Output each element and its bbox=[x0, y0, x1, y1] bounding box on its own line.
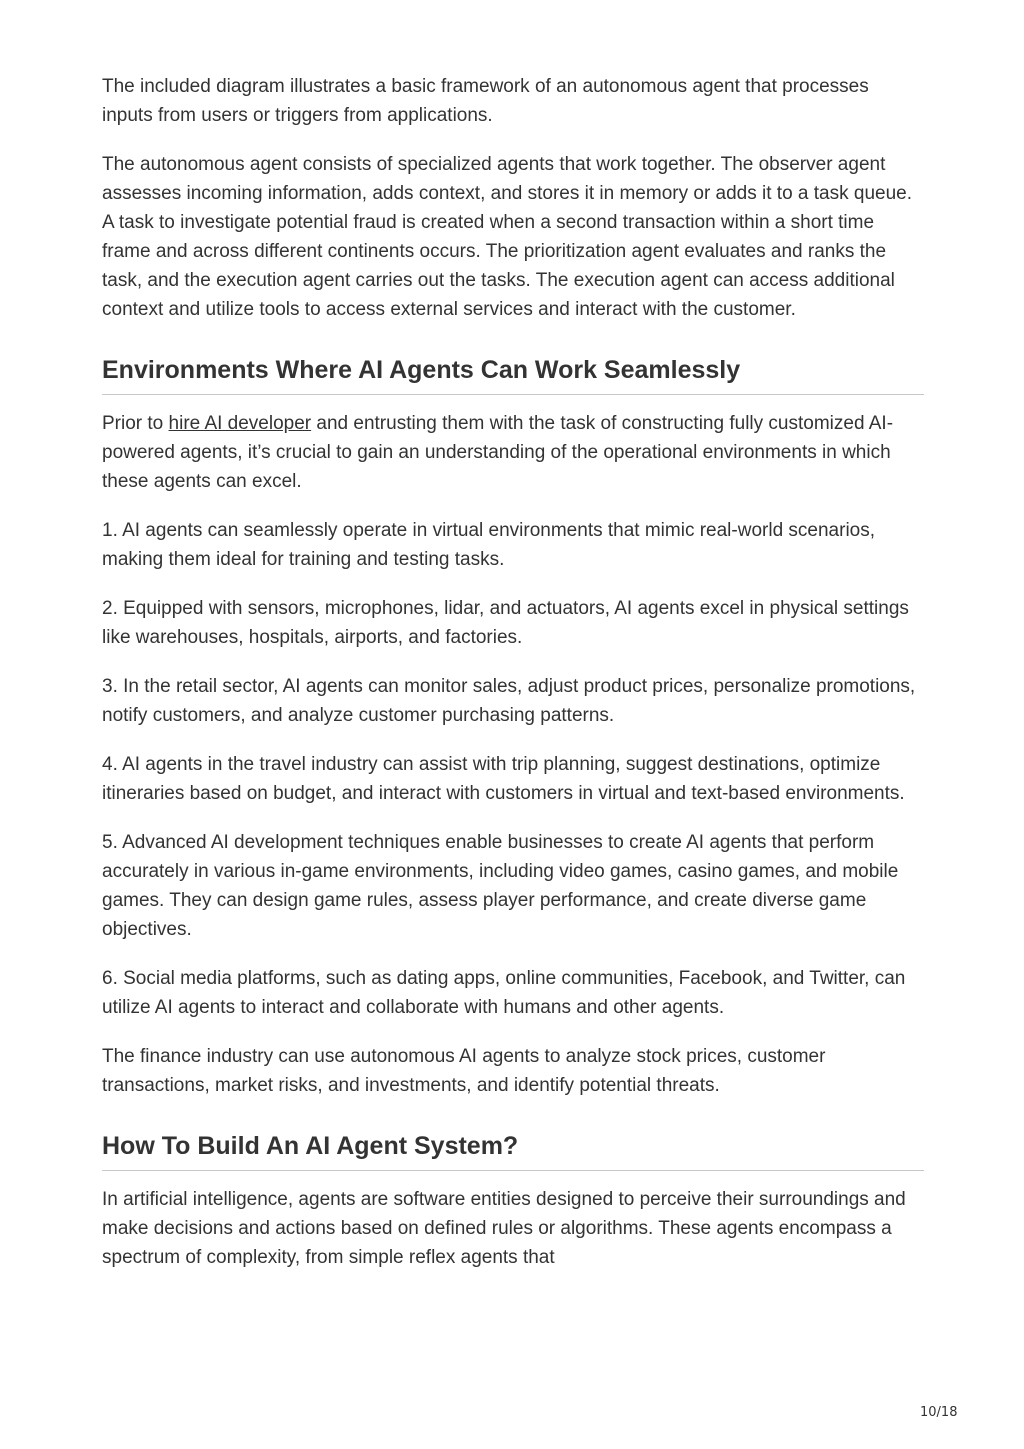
article-body bbox=[102, 72, 924, 1292]
section-heading-environments: Environments Where AI Agents Can Work Seamlessly bbox=[102, 354, 924, 395]
closing-paragraph-finance: The finance industry can use autonomous AI agents to analyze stock prices, customer transactions, market risks, and investments, and identify potential threats. bbox=[102, 1046, 826, 1096]
intro-text-before-link: Prior to bbox=[102, 413, 169, 434]
section1-intro-paragraph bbox=[102, 409, 924, 496]
list-item-travel: 4. AI agents in the travel industry can assist with trip planning, suggest destinations, optimize itineraries based on budget, and interact with customers in virtual and text-based environments. bbox=[102, 754, 905, 804]
list-item-social-media: 6. Social media platforms, such as dating apps, online communities, Facebook, and Twitter, can utilize AI agents to interact and collaborate with humans and other agents. bbox=[102, 968, 906, 1018]
section-heading-build-agent: How To Build An AI Agent System? bbox=[102, 1130, 924, 1171]
list-item-virtual: 1. AI agents can seamlessly operate in virtual environments that mimic real-world scenarios, making them ideal for training and testing tasks. bbox=[102, 520, 876, 570]
section2-paragraph: In artificial intelligence, agents are software entities designed to perceive their surroundings and make decisions and actions based on defined rules or algorithms. These agents encompass a spectrum of complexity, from simple reflex agents that bbox=[102, 1189, 906, 1268]
intro-paragraph-2: The autonomous agent consists of specialized agents that work together. The observer agent assesses incoming information, adds context, and stores it in memory or adds it to a task queue. A task to investigate potential fraud is created when a second transaction within a short time frame and across different continents occurs. The prioritization agent evaluates and ranks the task, and the execution agent carries out the tasks. The execution agent can access additional context and utilize tools to access external services and interact with the customer. bbox=[102, 154, 913, 320]
list-item-gaming: 5. Advanced AI development techniques enable businesses to create AI agents that perform accurately in various in-game environments, including video games, casino games, and mobile games. They can design game rules, assess player performance, and create diverse game objectives. bbox=[102, 832, 899, 940]
page-number: 10/18 bbox=[920, 1405, 958, 1420]
list-item-retail: 3. In the retail sector, AI agents can monitor sales, adjust product prices, personalize promotions, notify customers, and analyze customer purchasing patterns. bbox=[102, 676, 916, 726]
intro-text-after-link: and entrusting them with the task of constructing fully customized AI-powered agents, it’s crucial to gain an understanding of the operational environments in which these agents can excel. bbox=[102, 413, 894, 492]
list-item-physical: 2. Equipped with sensors, microphones, lidar, and actuators, AI agents excel in physical settings like warehouses, hospitals, airports, and factories. bbox=[102, 598, 909, 648]
intro-paragraph-1: The included diagram illustrates a basic framework of an autonomous agent that processes inputs from users or triggers from applications. bbox=[102, 76, 869, 126]
hire-ai-developer-link[interactable]: hire AI developer bbox=[168, 413, 312, 434]
